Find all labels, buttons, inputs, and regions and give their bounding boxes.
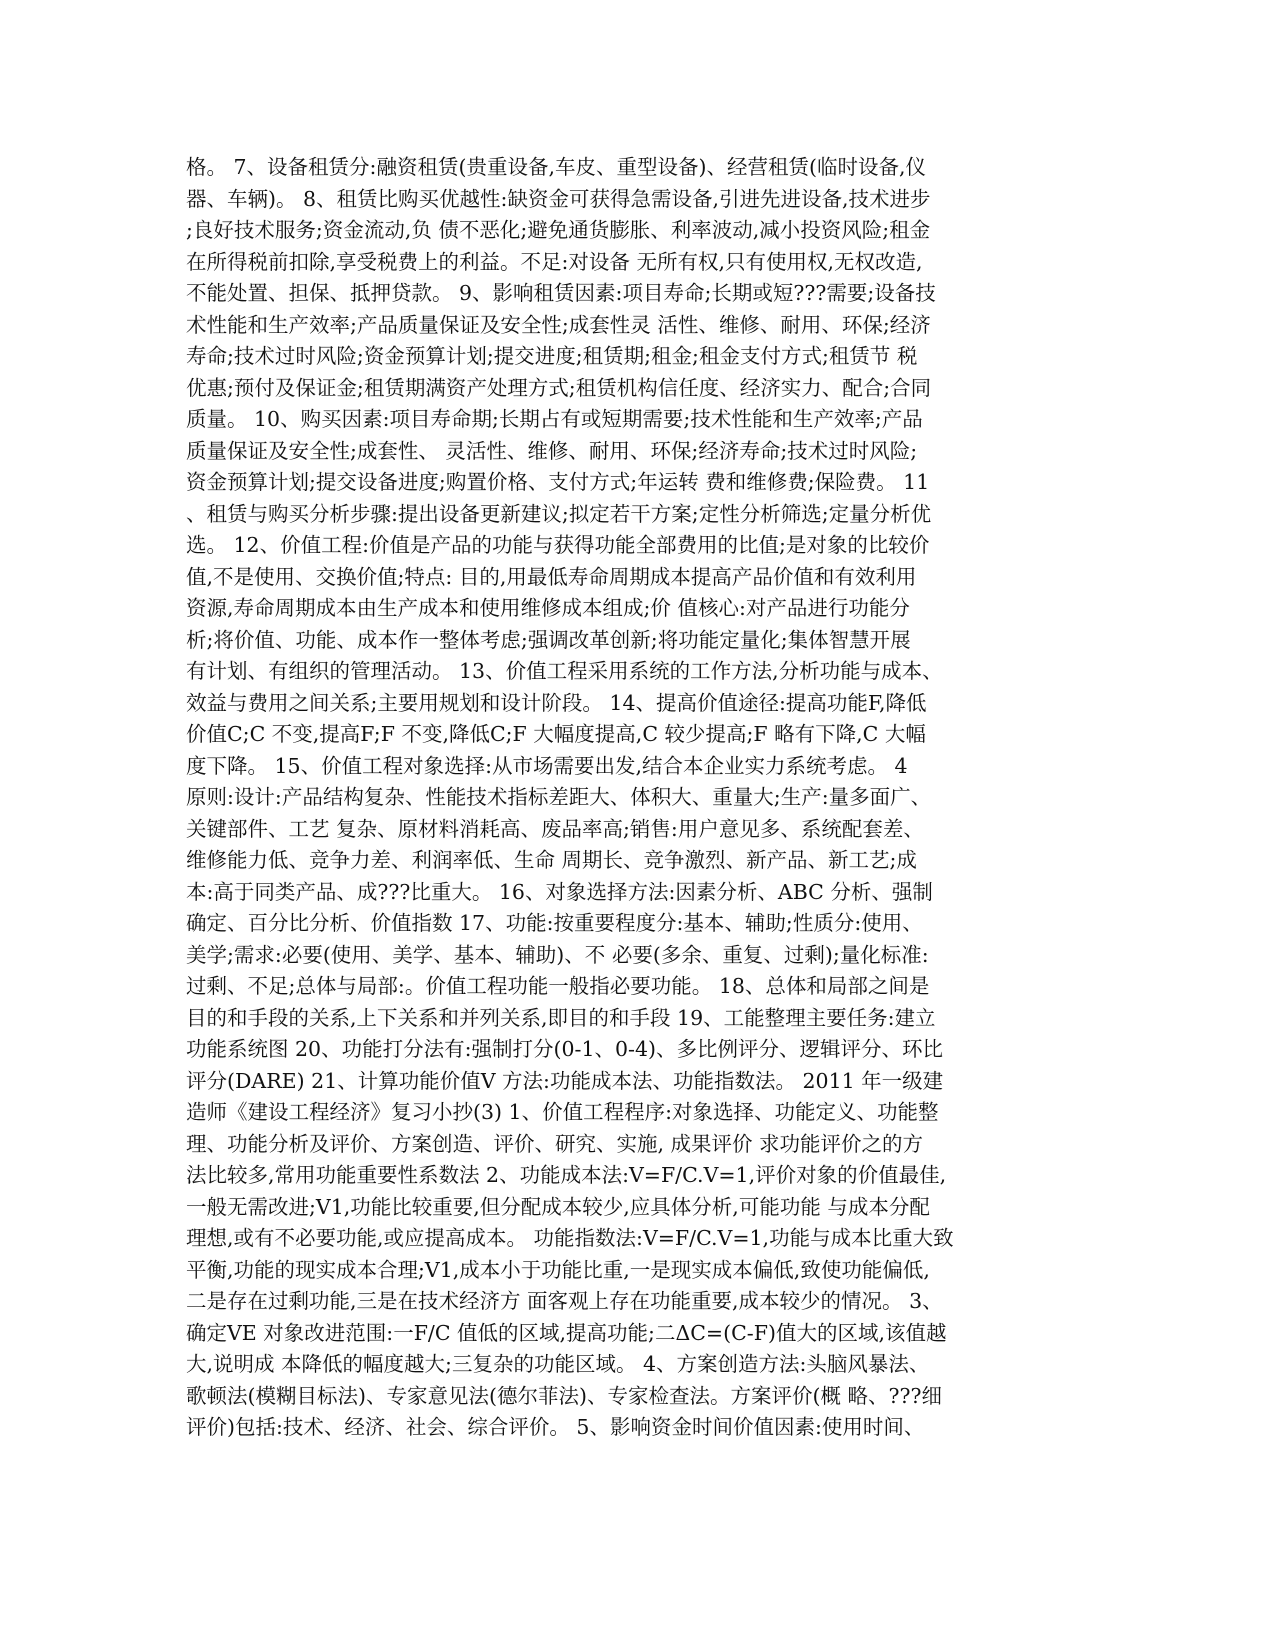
text-line: 理、功能分析及评价、方案创造、评价、研究、实施, 成果评价 求功能评价之的方 xyxy=(186,1131,924,1156)
text-line: 格。 7、设备租赁分:融资租赁(贵重设备,车皮、重型设备)、经营租赁(临时设备,仪 xyxy=(186,155,926,179)
text-line: 关键部件、工艺 复杂、原材料消耗高、废品率高;销售:用户意见多、系统配套差、 xyxy=(186,816,924,841)
text-line: 资源,寿命周期成本由生产成本和使用维修成本组成;价 值核心:对产品进行功能分 xyxy=(186,596,910,620)
text-line: 优惠;预付及保证金;租赁期满资产处理方式;租赁机构信任度、经济实力、配合;合同 xyxy=(186,375,932,400)
text-line: 评分(DARE) 21、计算功能价值V 方法:功能成本法、功能指数法。 2011 年一级建 xyxy=(186,1068,944,1093)
text-line: 资金预算计划;提交设备进度;购置价格、支付方式;年运转 费和维修费;保险费。 11 xyxy=(186,470,930,494)
text-line: 理想,或有不必要功能,或应提高成本。 功能指数法:V=F/C.V=1,功能与成本比重大致 xyxy=(186,1226,954,1250)
text-line: 评价)包括:技术、经济、社会、综合评价。 5、影响资金时间价值因素:使用时间、 xyxy=(186,1415,925,1439)
text-line: 二是存在过剩功能,三是在技术经济方 面客观上存在功能重要,成本较少的情况。 3、 xyxy=(186,1289,943,1313)
text-line: 寿命;技术过时风险;资金预算计划;提交进度;租赁期;租金;租金支付方式;租赁节 税 xyxy=(186,344,918,368)
text-line: 歌顿法(模糊目标法)、专家意见法(德尔菲法)、专家检查法。方案评价(概 略、???细 xyxy=(186,1383,942,1408)
text-line: 确定、百分比分析、价值指数 17、功能:按重要程度分:基本、辅助;性质分:使用、 xyxy=(186,911,923,935)
body-text xyxy=(186,152,1086,1444)
text-line: 一般无需改进;V1,功能比较重要,但分配成本较少,应具体分析,可能功能 与成本分配 xyxy=(186,1194,930,1219)
text-line: 造师《建设工程经济》复习小抄(3) 1、价值工程程序:对象选择、功能定义、功能整 xyxy=(186,1100,939,1124)
text-line: 在所得税前扣除,享受税费上的利益。不足:对设备 无所有权,只有使用权,无权改造, xyxy=(186,249,923,274)
text-line: 值,不是使用、交换价值;特点: 目的,用最低寿命周期成本提高产品价值和有效利用 xyxy=(186,564,917,589)
text-line: 法比较多,常用功能重要性系数法 2、功能成本法:V=F/C.V=1,评价对象的价值最佳, xyxy=(186,1163,947,1187)
text-line: 确定VE 对象改进范围:一F/C 值低的区域,提高功能;二ΔC=(C-F)值大的区域,该值越 xyxy=(186,1320,947,1345)
text-line: 功能系统图 20、功能打分法有:强制打分(0-1、0-4)、多比例评分、逻辑评分、环比 xyxy=(186,1037,944,1061)
text-line: 维修能力低、竞争力差、利润率低、生命 周期长、竞争激烈、新产品、新工艺;成 xyxy=(186,848,917,872)
text-line: 本:高于同类产品、成???比重大。 16、对象选择方法:因素分析、ABC 分析、强制 xyxy=(186,879,933,904)
text-line: 质量。 10、购买因素:项目寿命期;长期占有或短期需要;技术性能和生产效率;产品 xyxy=(186,407,923,431)
text-line: 不能处置、担保、抵押贷款。 9、影响租赁因素:项目寿命;长期或短???需要;设备技 xyxy=(186,281,936,305)
text-line: 原则:设计:产品结构复杂、性能技术指标差距大、体积大、重量大;生产:量多面广、 xyxy=(186,785,932,809)
text-line: 器、车辆)。 8、租赁比购买优越性:缺资金可获得急需设备,引进先进设备,技术进步 xyxy=(186,186,931,211)
text-line: 术性能和生产效率;产品质量保证及安全性;成套性灵 活性、维修、耐用、环保;经济 xyxy=(186,312,931,337)
text-line: 效益与费用之间关系;主要用规划和设计阶段。 14、提高价值途径:提高功能F,降低 xyxy=(186,690,927,715)
text-line: 美学;需求:必要(使用、美学、基本、辅助)、不 必要(多余、重复、过剩);量化标准: xyxy=(186,942,929,967)
text-line: ;良好技术服务;资金流动,负 债不恶化;避免通货膨胀、利率波动,减小投资风险;租金 xyxy=(186,218,931,242)
text-line: 析;将价值、功能、成本作一整体考虑;强调改革创新;将功能定量化;集体智慧开展 xyxy=(186,627,911,652)
text-line: 平衡,功能的现实成本合理;V1,成本小于功能比重,一是现实成本偏低,致使功能偏低, xyxy=(186,1257,930,1282)
text-line: 大,说明成 本降低的幅度越大;三复杂的功能区域。 4、方案创造方法:头脑风暴法、 xyxy=(186,1352,930,1376)
text-line: 目的和手段的关系,上下关系和并列关系,即目的和手段 19、工能整理主要任务:建立 xyxy=(186,1005,936,1030)
text-line: 过剩、不足;总体与局部:。价值工程功能一般指必要功能。 18、总体和局部之间是 xyxy=(186,974,930,998)
text-line: 度下降。 15、价值工程对象选择:从市场需要出发,结合本企业实力系统考虑。 4 xyxy=(186,753,908,778)
text-line: 选。 12、价值工程:价值是产品的功能与获得功能全部费用的比值;是对象的比较价 xyxy=(186,533,930,557)
text-line: 价值C;C 不变,提高F;F 不变,降低C;F 大幅度提高,C 较少提高;F 略有下降,C 大幅 xyxy=(186,722,926,746)
text-line: 、租赁与购买分析步骤:提出设备更新建议;拟定若干方案;定性分析筛选;定量分析优 xyxy=(186,501,932,526)
text-line: 有计划、有组织的管理活动。 13、价值工程采用系统的工作方法,分析功能与成本、 xyxy=(186,659,943,683)
text-line: 质量保证及安全性;成套性、 灵活性、维修、耐用、环保;经济寿命;技术过时风险; xyxy=(186,438,918,463)
